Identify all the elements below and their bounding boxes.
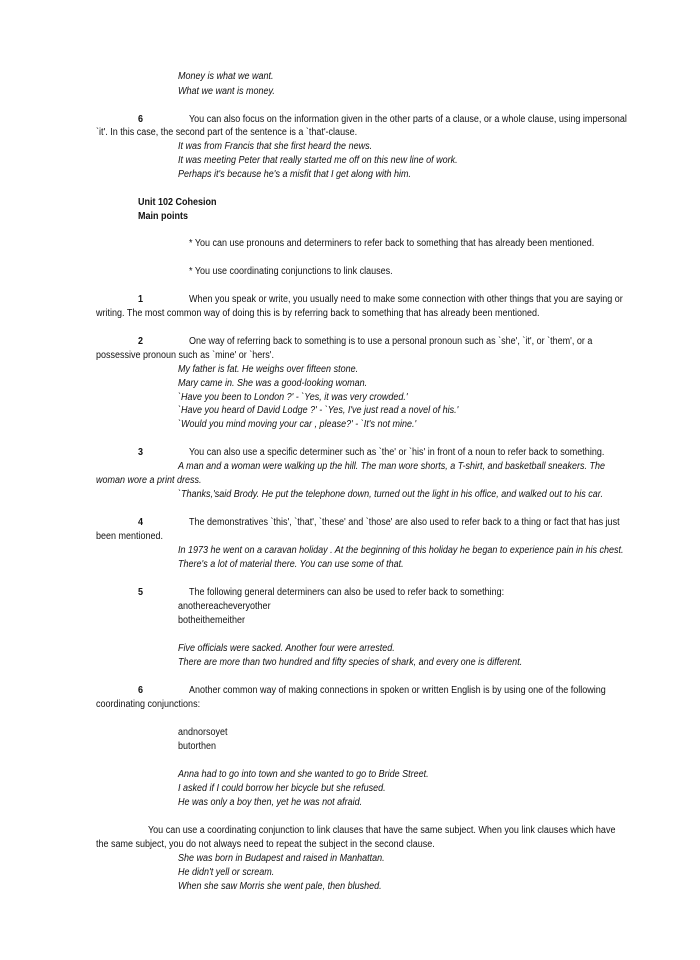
example-line: `Thanks,'said Brody. He put the telephone down, turned out the light in his office, and walked out to his car. — [178, 489, 603, 500]
paragraph-line: You can also focus on the information given in the other parts of a clause, or a whole clause, using impersonal — [189, 114, 627, 125]
paragraph-line: Another common way of making connections in spoken or written English is by using one of the following — [189, 685, 606, 696]
bullet-point: * You can use pronouns and determiners to refer back to something that has already been mentioned. — [189, 238, 595, 249]
paragraph-line: When you speak or write, you usually need to make some connection with other things that you are saying or — [189, 294, 623, 305]
word-list-line: botheithemeither — [178, 615, 246, 626]
example-line: Perhaps it's because he's a misfit that I get along with him. — [178, 169, 412, 180]
section-number: 6 — [138, 114, 144, 125]
example-line: `Would you mind moving your car , please?' - `It's not mine.' — [178, 419, 417, 430]
example-line: `Have you heard of David Lodge ?' - `Yes, I've just read a novel of his.' — [178, 405, 459, 416]
section-number: 2 — [138, 336, 144, 347]
paragraph-line: coordinating conjunctions: — [96, 699, 201, 710]
main-points-heading: Main points — [138, 211, 189, 222]
word-list-line: butorthen — [178, 741, 217, 752]
example-line: woman wore a print dress. — [96, 475, 202, 486]
paragraph-line: One way of referring back to something is to use a personal pronoun such as `she', `it', or `them', or a — [189, 336, 593, 347]
example-line: She was born in Budapest and raised in Manhattan. — [178, 853, 385, 864]
section-number: 3 — [138, 447, 144, 458]
word-list-line: anothereacheveryother — [178, 601, 271, 612]
example-line: I asked if I could borrow her bicycle but she refused. — [178, 783, 386, 794]
paragraph-line: possessive pronoun such as `mine' or `hers'. — [96, 350, 275, 361]
example-line: There are more than two hundred and fifty species of shark, and every one is different. — [178, 657, 523, 668]
example-line: He didn't yell or scream. — [178, 867, 275, 878]
word-list-line: andnorsoyet — [178, 727, 228, 738]
paragraph-line: been mentioned. — [96, 531, 164, 542]
example-line: It was from Francis that she first heard the news. — [178, 141, 373, 152]
example-line: There's a lot of material there. You can use some of that. — [178, 559, 404, 570]
example-line: Money is what we want. — [178, 71, 274, 82]
paragraph-line: The following general determiners can also be used to refer back to something: — [189, 587, 505, 598]
paragraph-line: `it'. In this case, the second part of the sentence is a `that'-clause. — [96, 127, 358, 138]
example-line: What we want is money. — [178, 86, 275, 97]
example-line: A man and a woman were walking up the hill. The man wore shorts, a T-shirt, and basketball sneakers. The — [178, 461, 606, 472]
section-number: 4 — [138, 517, 144, 528]
example-line: Anna had to go into town and she wanted to go to Bride Street. — [178, 769, 429, 780]
example-line: He was only a boy then, yet he was not afraid. — [178, 797, 363, 808]
example-line: Five officials were sacked. Another four were arrested. — [178, 643, 395, 654]
unit-heading: Unit 102 Cohesion — [138, 197, 217, 208]
example-line: `Have you been to London ?' - `Yes, it was very crowded.' — [178, 392, 408, 403]
paragraph-line: You can also use a specific determiner such as `the' or `his' in front of a noun to refer back to something. — [189, 447, 605, 458]
bullet-point: * You use coordinating conjunctions to link clauses. — [189, 266, 393, 277]
paragraph-line: You can use a coordinating conjunction to link clauses that have the same subject. When you link clauses which have — [148, 825, 616, 836]
example-line: When she saw Morris she went pale, then blushed. — [178, 881, 382, 892]
section-number: 1 — [138, 294, 144, 305]
section-number: 6 — [138, 685, 144, 696]
example-line: It was meeting Peter that really started me off on this new line of work. — [178, 155, 458, 166]
example-line: My father is fat. He weighs over fifteen stone. — [178, 364, 359, 375]
section-number: 5 — [138, 587, 144, 598]
example-line: Mary came in. She was a good-looking woman. — [178, 378, 368, 389]
paragraph-line: writing. The most common way of doing this is by referring back to something that has already been mentioned. — [96, 308, 540, 319]
paragraph-line: the same subject, you do not always need to repeat the subject in the second clause. — [96, 839, 435, 850]
paragraph-line: The demonstratives `this', `that', `these' and `those' are also used to refer back to a thing or fact that has just — [189, 517, 620, 528]
example-line: In 1973 he went on a caravan holiday . At the beginning of this holiday he began to experience pain in his chest. — [178, 545, 624, 556]
